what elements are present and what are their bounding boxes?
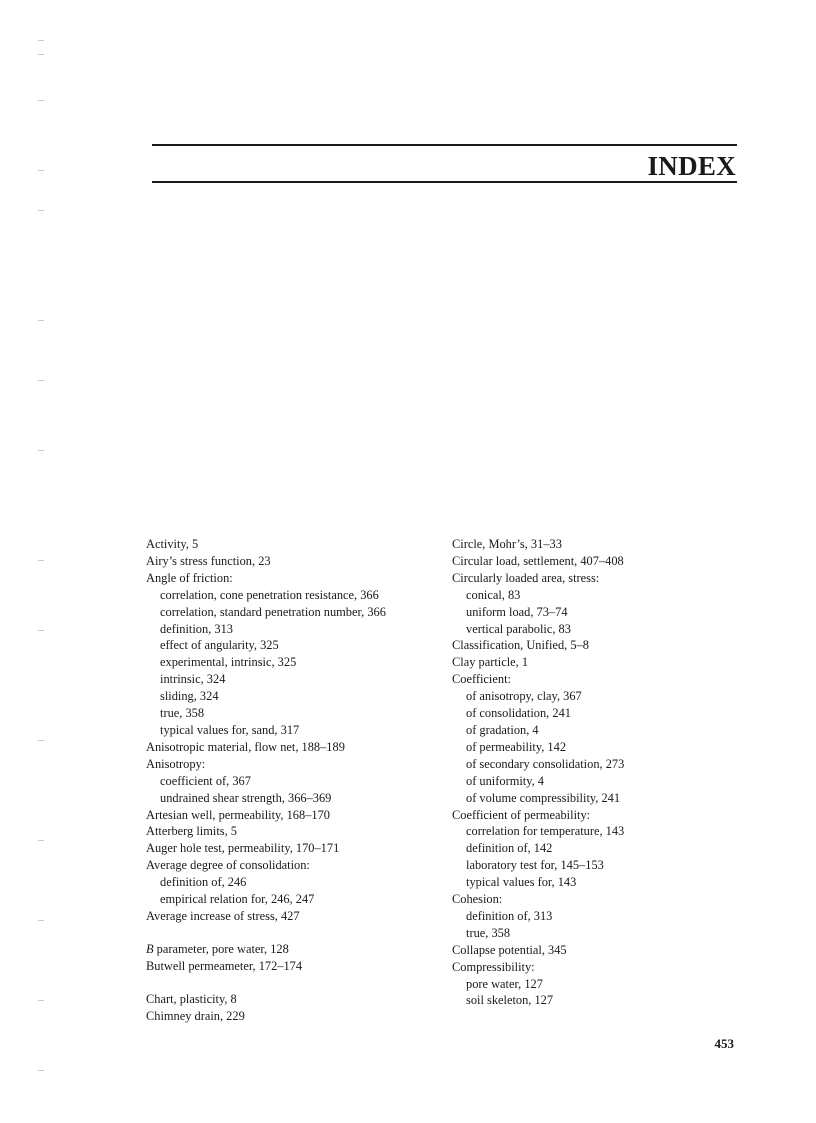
- index-subentry: of consolidation, 241: [466, 706, 571, 721]
- index-entry: B parameter, pore water, 128: [146, 941, 289, 956]
- index-entry: Circularly loaded area, stress:: [452, 570, 600, 585]
- index-subentry: soil skeleton, 127: [466, 993, 554, 1008]
- index-column-right: [452, 536, 752, 1009]
- index-entry: Cohesion:: [452, 892, 503, 907]
- index-entry: Angle of friction:: [146, 570, 233, 585]
- scan-margin-marks: [38, 40, 50, 1080]
- index-subentry: definition of, 142: [466, 841, 553, 856]
- index-subentry: undrained shear strength, 366–369: [160, 790, 332, 805]
- index-entry: Average increase of stress, 427: [146, 908, 300, 923]
- index-entry: Artesian well, permeability, 168–170: [146, 807, 330, 822]
- index-subentry: typical values for, sand, 317: [160, 722, 300, 737]
- index-column-left: [146, 536, 446, 1024]
- index-entry: Average degree of consolidation:: [146, 858, 310, 873]
- index-subentry: uniform load, 73–74: [466, 604, 568, 619]
- index-subentry: correlation, standard penetration number, 366: [160, 604, 386, 619]
- index-subentry: of gradation, 4: [466, 722, 539, 737]
- index-subentry: of anisotropy, clay, 367: [466, 689, 582, 704]
- header-rule-bottom: [152, 181, 737, 183]
- index-entry: Anisotropic material, flow net, 188–189: [146, 739, 345, 754]
- index-subentry: sliding, 324: [160, 689, 219, 704]
- page-number: 453: [714, 1036, 734, 1051]
- index-entry: Classification, Unified, 5–8: [452, 638, 589, 653]
- index-subentry: definition of, 246: [160, 875, 247, 890]
- index-entry: Anisotropy:: [146, 756, 206, 771]
- header-rule-top: [152, 144, 737, 146]
- index-subentry: typical values for, 143: [466, 875, 577, 890]
- index-subentry: definition, 313: [160, 621, 233, 636]
- index-subentry: conical, 83: [466, 587, 521, 602]
- index-subentry: correlation, cone penetration resistance, 366: [160, 587, 379, 602]
- page-title: INDEX: [647, 151, 736, 181]
- index-entry: Atterberg limits, 5: [146, 824, 237, 839]
- index-entry: Airy’s stress function, 23: [146, 553, 271, 568]
- index-subentry: definition of, 313: [466, 908, 553, 923]
- index-subentry: empirical relation for, 246, 247: [160, 892, 315, 907]
- index-subentry: of volume compressibility, 241: [466, 790, 621, 805]
- index-entry: Compressibility:: [452, 959, 535, 974]
- index-subentry: experimental, intrinsic, 325: [160, 655, 297, 670]
- index-entry: Clay particle, 1: [452, 655, 529, 670]
- index-subentry: laboratory test for, 145–153: [466, 858, 604, 873]
- index-entry: Collapse potential, 345: [452, 942, 567, 957]
- index-subentry: pore water, 127: [466, 976, 543, 991]
- index-subentry: vertical parabolic, 83: [466, 621, 571, 636]
- index-entry: Circle, Mohr’s, 31–33: [452, 537, 562, 551]
- index-entry: Chart, plasticity, 8: [146, 991, 237, 1006]
- index-subentry: of permeability, 142: [466, 739, 567, 754]
- index-subentry: coefficient of, 367: [160, 773, 251, 788]
- index-subentry: effect of angularity, 325: [160, 638, 279, 653]
- index-subentry: true, 358: [160, 706, 205, 721]
- index-entry: Coefficient:: [452, 672, 511, 687]
- index-subentry: of uniformity, 4: [466, 773, 545, 788]
- index-subentry: correlation for temperature, 143: [466, 824, 625, 839]
- index-entry: Auger hole test, permeability, 170–171: [146, 841, 340, 856]
- index-entry: Circular load, settlement, 407–408: [452, 553, 624, 568]
- index-entry: Coefficient of permeability:: [452, 807, 591, 822]
- index-entry: Butwell permeameter, 172–174: [146, 958, 303, 973]
- index-entry: Activity, 5: [146, 537, 199, 551]
- index-subentry: true, 358: [466, 925, 511, 940]
- index-subentry: of secondary consolidation, 273: [466, 756, 625, 771]
- index-entry: Chimney drain, 229: [146, 1008, 245, 1023]
- index-subentry: intrinsic, 324: [160, 672, 226, 687]
